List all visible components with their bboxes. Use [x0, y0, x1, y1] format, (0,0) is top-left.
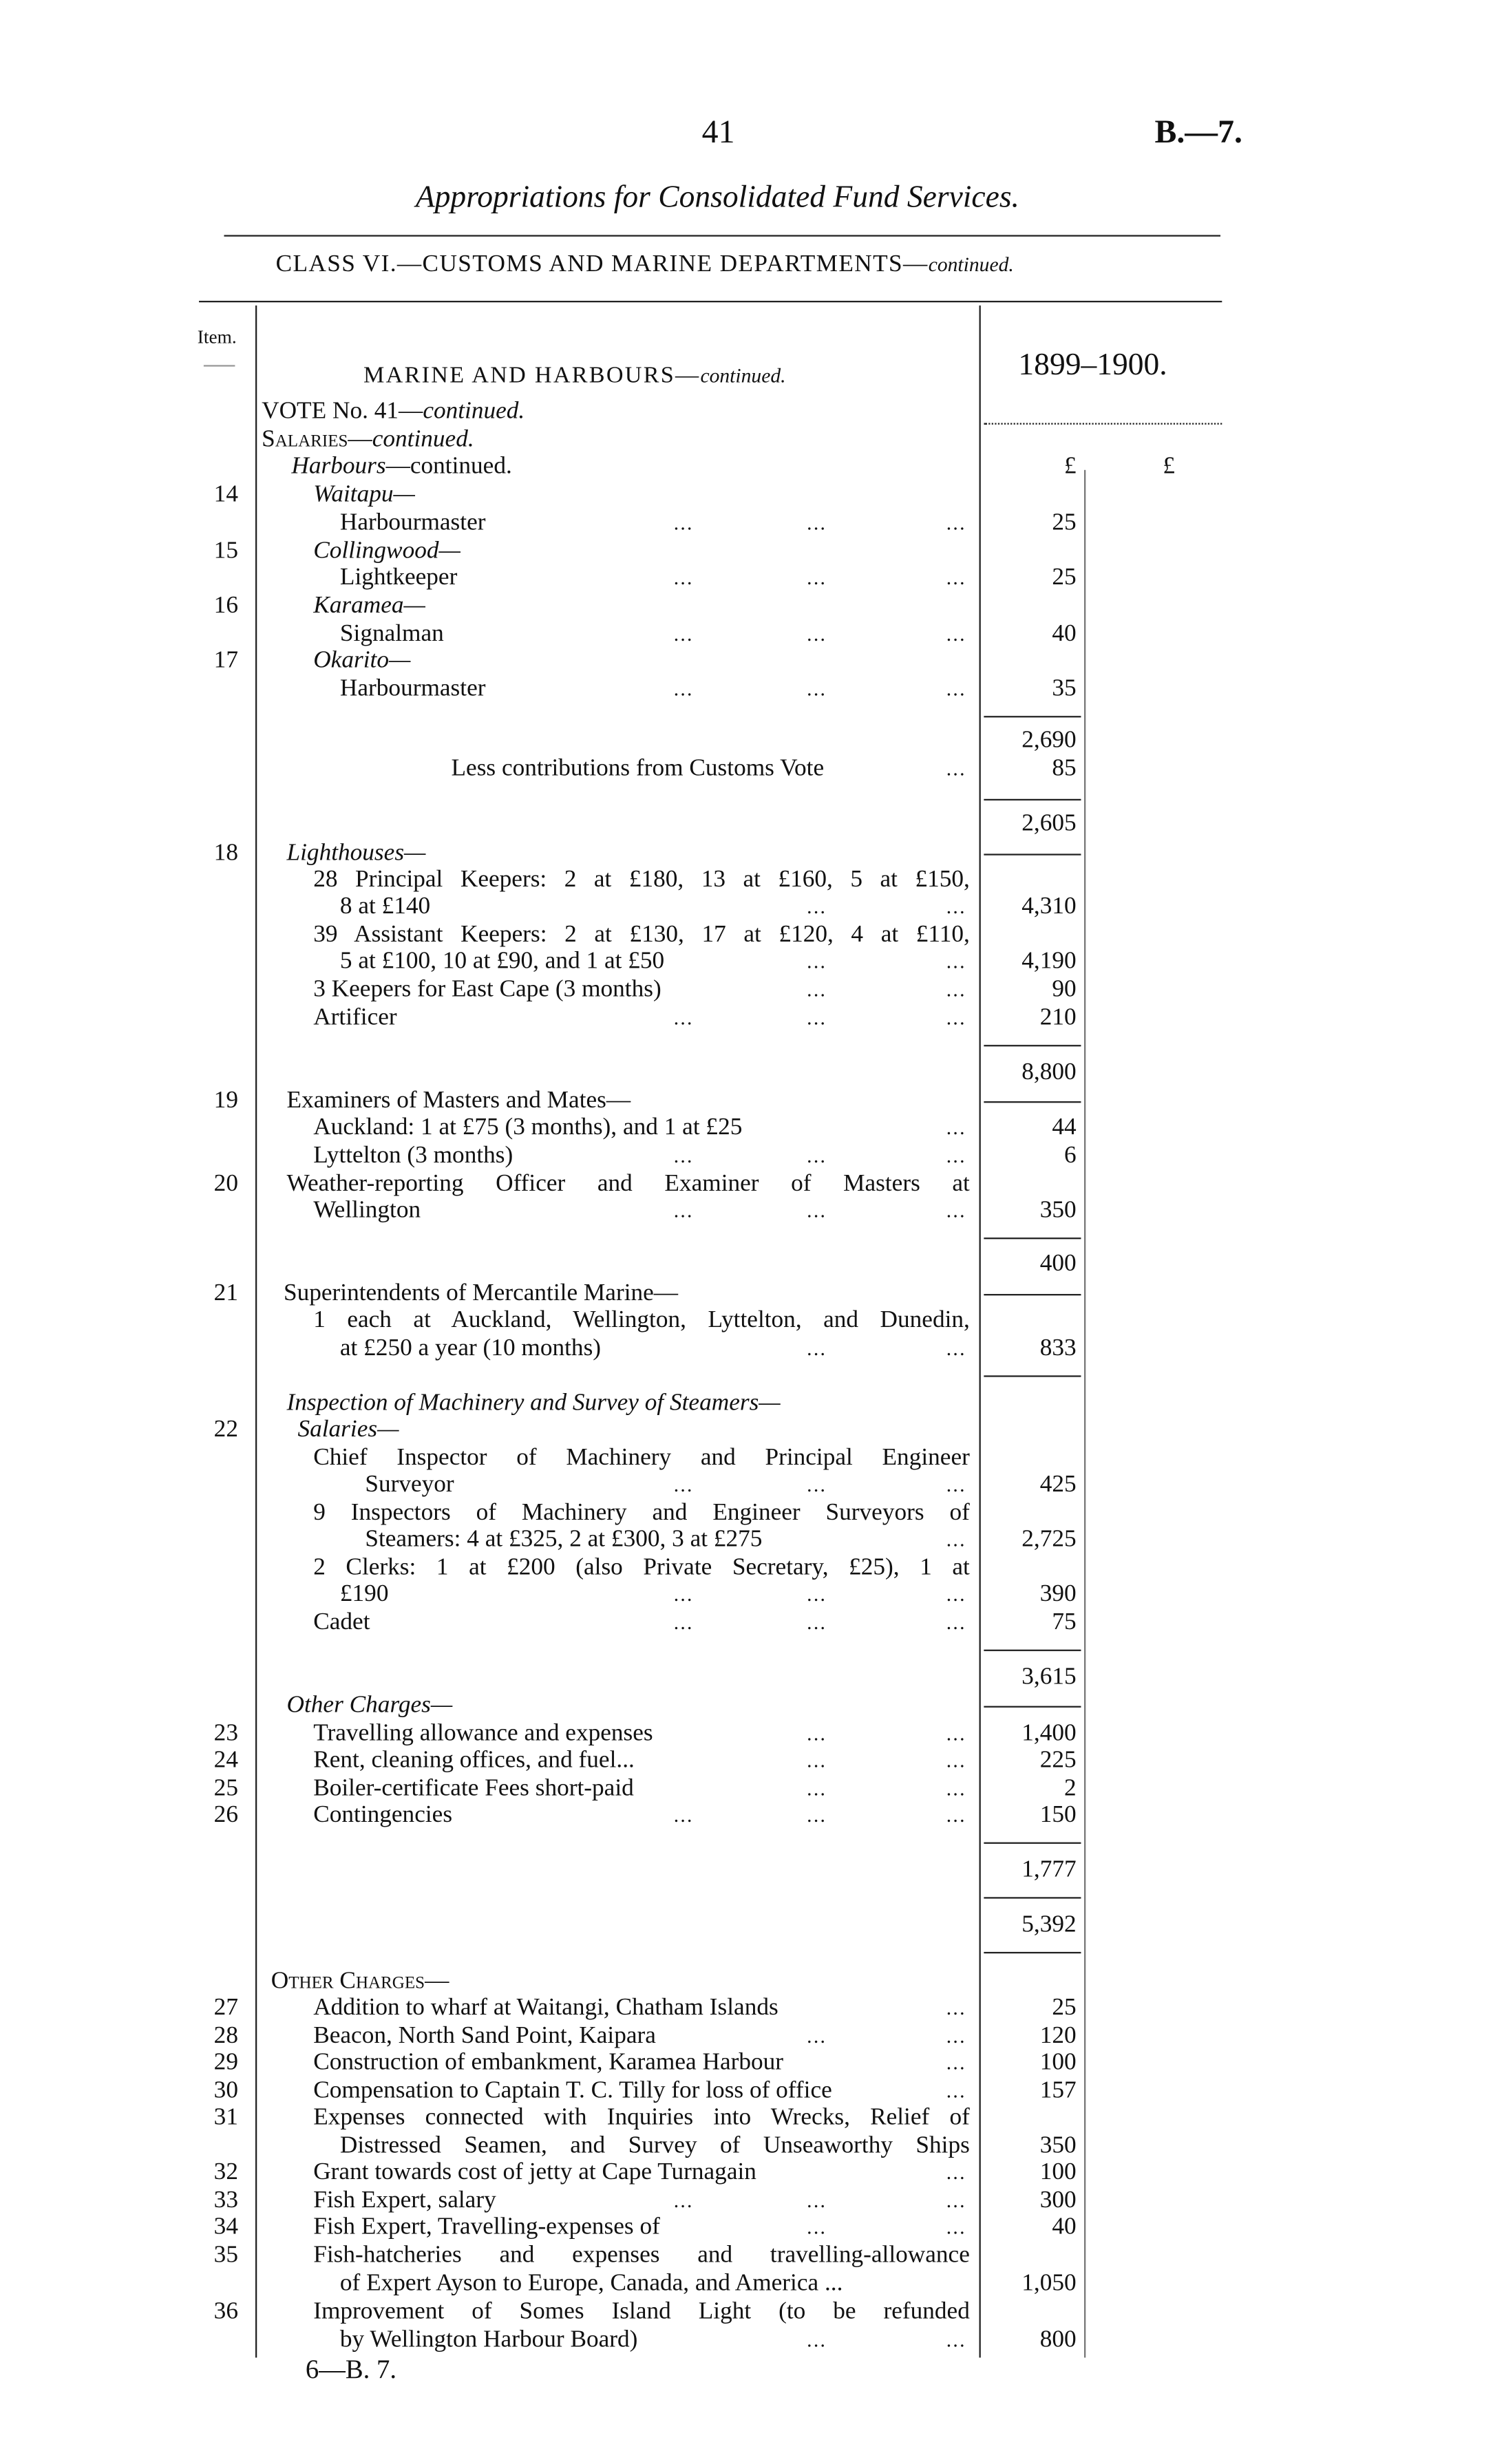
item-number: 17: [213, 647, 238, 674]
leader-dots: ...: [673, 622, 694, 646]
description-part: Weather-reporting Officer and Examiner of Masters at: [286, 1170, 970, 1197]
description-part: Harbours: [291, 452, 386, 480]
leader-dots: ...: [946, 2215, 966, 2239]
description-part: Waitapu—: [313, 480, 415, 508]
item-column-divider: [255, 306, 257, 2358]
leader-dots: ...: [807, 1721, 827, 1745]
line-item-description: [313, 2049, 783, 2077]
leader-dots: ...: [807, 2024, 827, 2048]
description-part: Contingencies: [313, 1801, 453, 1829]
amount-value: 150: [1039, 1801, 1077, 1829]
description-part: Boiler-certificate Fees short-paid: [313, 1774, 634, 1802]
amount-value: 210: [1039, 1003, 1077, 1031]
class-heading: [276, 251, 1014, 279]
line-item-description: [313, 538, 460, 566]
amount-value: 3,615: [1021, 1664, 1077, 1690]
description-part: Harbourmaster: [339, 675, 486, 702]
document-reference: B.—7.: [1154, 112, 1242, 151]
item-number: 19: [213, 1087, 238, 1114]
amount-value: 25: [1052, 1994, 1077, 2021]
subtotal-rule: [984, 799, 1081, 800]
line-item-description: [313, 1720, 653, 1748]
page-number: 41: [701, 112, 735, 151]
leader-dots: ...: [807, 977, 827, 1001]
amount-value: 350: [1039, 1196, 1077, 1224]
line-item-description: [340, 948, 664, 976]
item-header-rule: [204, 365, 235, 366]
leader-dots: ...: [946, 622, 966, 646]
amount-value: 5,392: [1021, 1911, 1077, 1938]
amount-value: 1,050: [1021, 2269, 1077, 2297]
line-item-description: [313, 2187, 496, 2215]
subtotal-rule: [984, 1952, 1081, 1953]
leader-dots: ...: [807, 1610, 827, 1634]
amount-value: 1,777: [1021, 1856, 1077, 1883]
line-item-description: [313, 1114, 742, 1142]
amount-value: 833: [1039, 1335, 1077, 1361]
item-number: 35: [213, 2242, 238, 2269]
description-part: Compensation to Captain T. C. Tilly for loss of office: [313, 2077, 832, 2104]
description-part: Fish-hatcheries and expenses and travelling-allowance: [313, 2242, 970, 2269]
subtotal-rule: [984, 1238, 1081, 1239]
line-item-description: [365, 1526, 762, 1554]
leader-dots: ...: [807, 1336, 827, 1360]
section-title: [363, 363, 785, 390]
leader-dots: ...: [946, 1610, 966, 1634]
amount-value: 350: [1039, 2132, 1077, 2159]
line-item-description: [313, 867, 970, 895]
description-part: Inspection of Machinery and Survey of Steamers—: [286, 1389, 781, 1416]
description-part: VOTE No. 41—: [262, 398, 423, 425]
page-title: Appropriations for Consolidated Fund Services.: [415, 180, 1019, 215]
subtotal-rule: [984, 1294, 1081, 1295]
line-item-description: [451, 755, 824, 783]
description-part: by Wellington Harbour Board): [339, 2326, 638, 2353]
line-item-description: [313, 1747, 635, 1775]
line-item-description: [287, 1692, 453, 1720]
leader-dots: ...: [807, 565, 827, 589]
subtotal-rule: [984, 716, 1081, 717]
footer-signature: 6—B. 7.: [305, 2354, 397, 2385]
leader-dots: ...: [946, 1527, 966, 1551]
description-part: Other Charges—: [286, 1692, 453, 1719]
description-part: Lightkeeper: [339, 564, 458, 591]
line-item-description: [340, 2270, 843, 2298]
description-part: Improvement of Somes Island Light (to be refunded: [313, 2297, 970, 2325]
leader-dots: ...: [946, 1006, 966, 1030]
amount-value: 300: [1039, 2187, 1077, 2214]
line-item-description: [313, 2022, 656, 2050]
leader-dots: ...: [807, 1198, 827, 1222]
subtotal-rule: [984, 1706, 1081, 1708]
leader-dots: ...: [807, 1803, 827, 1827]
item-column-header: Item.: [197, 326, 237, 348]
subtotal-rule: [984, 1375, 1081, 1377]
item-number: 29: [213, 2049, 238, 2076]
leader-dots: ...: [673, 1006, 694, 1030]
item-number: 23: [213, 1720, 238, 1747]
line-item-description: [313, 1004, 396, 1032]
subtotal-rule: [984, 1101, 1081, 1103]
leader-dots: ...: [946, 1776, 966, 1801]
line-item-description: [365, 1471, 454, 1499]
amount-value: 2: [1064, 1774, 1077, 1802]
item-number: 34: [213, 2213, 238, 2240]
item-number: 24: [213, 1746, 238, 1774]
item-number: 25: [213, 1774, 238, 1802]
amount-value: 425: [1039, 1471, 1077, 1498]
amount-value: 8,800: [1021, 1059, 1077, 1086]
leader-dots: ...: [946, 1143, 966, 1167]
leader-dots: ...: [946, 2188, 966, 2212]
line-item-description: [284, 1280, 678, 1308]
description-part: Steamers: 4 at £325, 2 at £300, 3 at £275: [365, 1525, 763, 1553]
item-number: 26: [213, 1801, 238, 1829]
amount-value: 2,725: [1021, 1525, 1077, 1553]
leader-dots: ...: [673, 1610, 694, 1634]
leader-dots: ...: [946, 565, 966, 589]
subtotal-rule: [984, 1650, 1081, 1651]
leader-dots: ...: [807, 1748, 827, 1772]
amount-value: 6: [1064, 1142, 1077, 1169]
leader-dots: ...: [807, 622, 827, 646]
amount-column-divider: [979, 306, 981, 2358]
description-part: Fish Expert, salary: [313, 2187, 496, 2214]
line-item-description: [287, 1390, 781, 1418]
line-item-description: [287, 840, 426, 868]
line-item-description: [313, 2213, 660, 2242]
amount-value: 390: [1039, 1580, 1077, 1608]
leader-dots: ...: [946, 756, 966, 780]
leader-dots: ...: [807, 1776, 827, 1801]
description-part: Karamea—: [313, 592, 425, 619]
description-part: 39 Assistant Keepers: 2 at £130, 17 at £120, 4 at £110,: [313, 921, 970, 948]
amount-value: 100: [1039, 2158, 1077, 2186]
amount-value: 40: [1052, 2213, 1077, 2240]
line-item-description: [313, 1608, 370, 1637]
description-part: £190: [339, 1580, 389, 1608]
leader-dots: ...: [673, 2188, 694, 2212]
item-number: 32: [213, 2158, 238, 2186]
description-part: continued.: [372, 426, 474, 453]
description-part: 1 each at Auckland, Wellington, Lyttelton, and Dunedin,: [313, 1306, 970, 1333]
leader-dots: ...: [946, 2328, 966, 2352]
leader-dots: ...: [673, 1582, 694, 1606]
leader-dots: ...: [946, 510, 966, 535]
total-column-value: £: [1163, 452, 1176, 480]
item-number: 28: [213, 2022, 238, 2050]
item-number: 30: [213, 2077, 238, 2104]
leader-dots: ...: [807, 1472, 827, 1496]
leader-dots: ...: [946, 1582, 966, 1606]
line-item-description: [313, 1994, 779, 2022]
item-number: 14: [213, 480, 238, 508]
title-rule: [224, 235, 1220, 236]
amount-value: 400: [1039, 1250, 1077, 1277]
section-title-continued: continued.: [700, 363, 786, 387]
item-number: 18: [213, 839, 238, 867]
class-heading-text: CLASS VI.—CUSTOMS AND MARINE DEPARTMENTS—: [275, 251, 929, 277]
description-part: Beacon, North Sand Point, Kaipara: [313, 2022, 656, 2050]
leader-dots: ...: [807, 2188, 827, 2212]
line-item-description: [262, 398, 525, 426]
line-item-description: [313, 2158, 756, 2187]
description-part: Travelling allowance and expenses: [313, 1720, 653, 1747]
leader-dots: ...: [807, 2215, 827, 2239]
line-item-description: [313, 2077, 832, 2105]
leader-dots: ...: [807, 1006, 827, 1030]
leader-dots: ...: [946, 2160, 966, 2184]
line-item-description: [313, 1197, 421, 1225]
line-item-description: [340, 620, 444, 648]
leader-dots: ...: [807, 894, 827, 918]
leader-dots: ...: [946, 1336, 966, 1360]
line-item-description: [262, 426, 474, 454]
leader-dots: ...: [807, 949, 827, 973]
description-part: Distressed Seamen, and Survey of Unseaworthy Ships: [339, 2132, 970, 2159]
leader-dots: ...: [946, 2024, 966, 2048]
leader-dots: ...: [946, 2050, 966, 2074]
line-item-description: [340, 2326, 638, 2355]
line-item-description: [313, 976, 661, 1004]
amount-value: 120: [1039, 2022, 1077, 2050]
leader-dots: ...: [946, 1748, 966, 1772]
line-item-description: [313, 2298, 970, 2326]
line-item-description: [313, 1775, 634, 1803]
leader-dots: ...: [946, 2079, 966, 2103]
line-item-description: [340, 893, 430, 921]
description-part: Wellington: [313, 1196, 421, 1224]
subtotal-rule: [984, 853, 1081, 855]
line-item-description: [297, 1416, 399, 1445]
amount-value: 85: [1052, 755, 1077, 782]
line-item-description: [313, 1554, 970, 1582]
leader-dots: ...: [807, 1143, 827, 1167]
amount-value: 44: [1052, 1114, 1077, 1140]
item-number: 33: [213, 2187, 238, 2214]
leader-dots: ...: [673, 1472, 694, 1496]
description-part: Lyttelton (3 months): [313, 1142, 513, 1169]
line-item-description: [271, 1968, 449, 1996]
class-heading-continued: continued.: [928, 252, 1014, 276]
amount-value: 25: [1052, 509, 1077, 536]
description-part: 2 Clerks: 1 at £200 (also Private Secretary, £25), 1 at: [313, 1553, 970, 1581]
description-part: —continued.: [385, 452, 512, 480]
item-number: 15: [213, 537, 238, 564]
line-item-description: [340, 564, 457, 592]
description-part: 5 at £100, 10 at £90, and 1 at £50: [339, 948, 665, 975]
description-part: continued.: [423, 398, 525, 425]
item-number: 27: [213, 1994, 238, 2021]
description-part: Cadet: [313, 1608, 370, 1636]
leader-dots: ...: [807, 510, 827, 535]
description-part: Chief Inspector of Machinery and Principal Engineer: [313, 1444, 970, 1472]
description-part: Examiners of Masters and Mates—: [286, 1087, 631, 1114]
amount-value: 1,400: [1021, 1720, 1077, 1747]
item-number: 20: [213, 1170, 238, 1197]
description-part: 3 Keepers for East Cape (3 months): [313, 975, 661, 1003]
description-part: of Expert Ayson to Europe, Canada, and America ...: [339, 2269, 843, 2297]
description-part: Addition to wharf at Waitangi, Chatham Islands: [313, 1994, 779, 2021]
leader-dots: ...: [946, 1995, 966, 2019]
amount-value: 2,605: [1021, 809, 1077, 837]
line-item-description: [313, 2242, 970, 2270]
leader-dots: ...: [946, 894, 966, 918]
section-title-text: MARINE AND HARBOURS—: [363, 363, 701, 389]
line-item-description: [340, 509, 486, 538]
line-item-description: [313, 1445, 970, 1473]
line-item-description: [313, 647, 410, 675]
leader-dots: ...: [807, 2328, 827, 2352]
description-part: Construction of embankment, Karamea Harbour: [313, 2049, 784, 2076]
line-item-description: [340, 1581, 389, 1609]
leader-dots: ...: [946, 949, 966, 973]
leader-dots: ...: [673, 677, 694, 701]
description-part: Salaries—: [297, 1416, 399, 1443]
item-number: 36: [213, 2297, 238, 2325]
item-number: 31: [213, 2103, 238, 2131]
subtotal-rule: [984, 1045, 1081, 1046]
line-item-description: [313, 1142, 513, 1170]
leader-dots: ...: [673, 510, 694, 535]
year-column-header: 1899–1900.: [1018, 348, 1167, 383]
leader-dots: ...: [946, 1198, 966, 1222]
description-part: Grant towards cost of jetty at Cape Turnagain: [313, 2158, 756, 2186]
description-part: Rent, cleaning offices, and fuel...: [313, 1746, 635, 1774]
description-part: 9 Inspectors of Machinery and Engineer Surveyors of: [313, 1499, 970, 1526]
description-part: Harbourmaster: [339, 509, 486, 536]
description-part: 28 Principal Keepers: 2 at £180, 13 at £160, 5 at £150,: [313, 866, 970, 893]
item-number: 16: [213, 592, 238, 619]
line-item-description: [313, 1499, 970, 1527]
amount-value: 800: [1039, 2326, 1077, 2353]
line-item-description: [313, 921, 970, 949]
leader-dots: ...: [807, 1582, 827, 1606]
leader-dots: ...: [807, 677, 827, 701]
leader-dots: ...: [946, 1472, 966, 1496]
description-part: Other Charges—: [271, 1967, 449, 1995]
amount-value: 4,310: [1021, 893, 1077, 920]
amount-value: 75: [1052, 1608, 1077, 1636]
line-item-description: [291, 453, 511, 481]
leader-dots: ...: [673, 1803, 694, 1827]
line-item-description: [313, 592, 425, 620]
line-item-description: [313, 481, 415, 509]
total-column-divider: [1084, 470, 1085, 2358]
description-part: Fish Expert, Travelling-expenses of: [313, 2213, 660, 2240]
description-part: Collingwood—: [313, 537, 460, 564]
amount-value: £: [1064, 452, 1077, 480]
description-part: Artificer: [313, 1003, 397, 1031]
leader-dots: ...: [946, 1721, 966, 1745]
line-item-description: [340, 1335, 601, 1363]
description-part: Signalman: [339, 620, 444, 648]
leader-dots: ...: [946, 977, 966, 1001]
description-part: Lighthouses—: [286, 839, 426, 867]
amount-value: 25: [1052, 564, 1077, 591]
year-header-rule: [984, 423, 1222, 425]
table-top-rule: [199, 301, 1222, 302]
line-item-description: [340, 675, 486, 703]
line-item-description: [313, 1801, 452, 1829]
description-part: Superintendents of Mercantile Marine—: [283, 1279, 679, 1307]
line-item-description: [287, 1087, 631, 1116]
description-part: Less contributions from Customs Vote: [451, 755, 825, 782]
amount-value: 35: [1052, 675, 1077, 702]
leader-dots: ...: [946, 1115, 966, 1139]
item-number: 22: [213, 1416, 238, 1443]
description-part: Surveyor: [365, 1471, 454, 1498]
line-item-description: [313, 1306, 970, 1335]
amount-value: 90: [1052, 975, 1077, 1003]
amount-value: 2,690: [1021, 727, 1077, 754]
amount-value: 225: [1039, 1746, 1077, 1774]
leader-dots: ...: [946, 1803, 966, 1827]
description-part: 8 at £140: [339, 893, 431, 920]
line-item-description: [287, 1170, 970, 1198]
description-part: Expenses connected with Inquiries into Wrecks, Relief of: [313, 2103, 970, 2131]
description-part: at £250 a year (10 months): [339, 1335, 602, 1361]
description-part: Okarito—: [313, 647, 411, 674]
leader-dots: ...: [673, 565, 694, 589]
amount-value: 4,190: [1021, 948, 1077, 975]
item-number: 21: [213, 1279, 238, 1307]
subtotal-rule: [984, 1897, 1081, 1898]
line-item-description: [340, 2132, 970, 2160]
amount-value: 157: [1039, 2077, 1077, 2104]
leader-dots: ...: [946, 677, 966, 701]
amount-value: 40: [1052, 620, 1077, 648]
subtotal-rule: [984, 1842, 1081, 1844]
leader-dots: ...: [673, 1143, 694, 1167]
amount-value: 100: [1039, 2049, 1077, 2076]
line-item-description: [313, 2104, 970, 2132]
description-part: Auckland: 1 at £75 (3 months), and 1 at £25: [313, 1114, 743, 1140]
description-part: Salaries—: [262, 426, 372, 453]
leader-dots: ...: [673, 1198, 694, 1222]
